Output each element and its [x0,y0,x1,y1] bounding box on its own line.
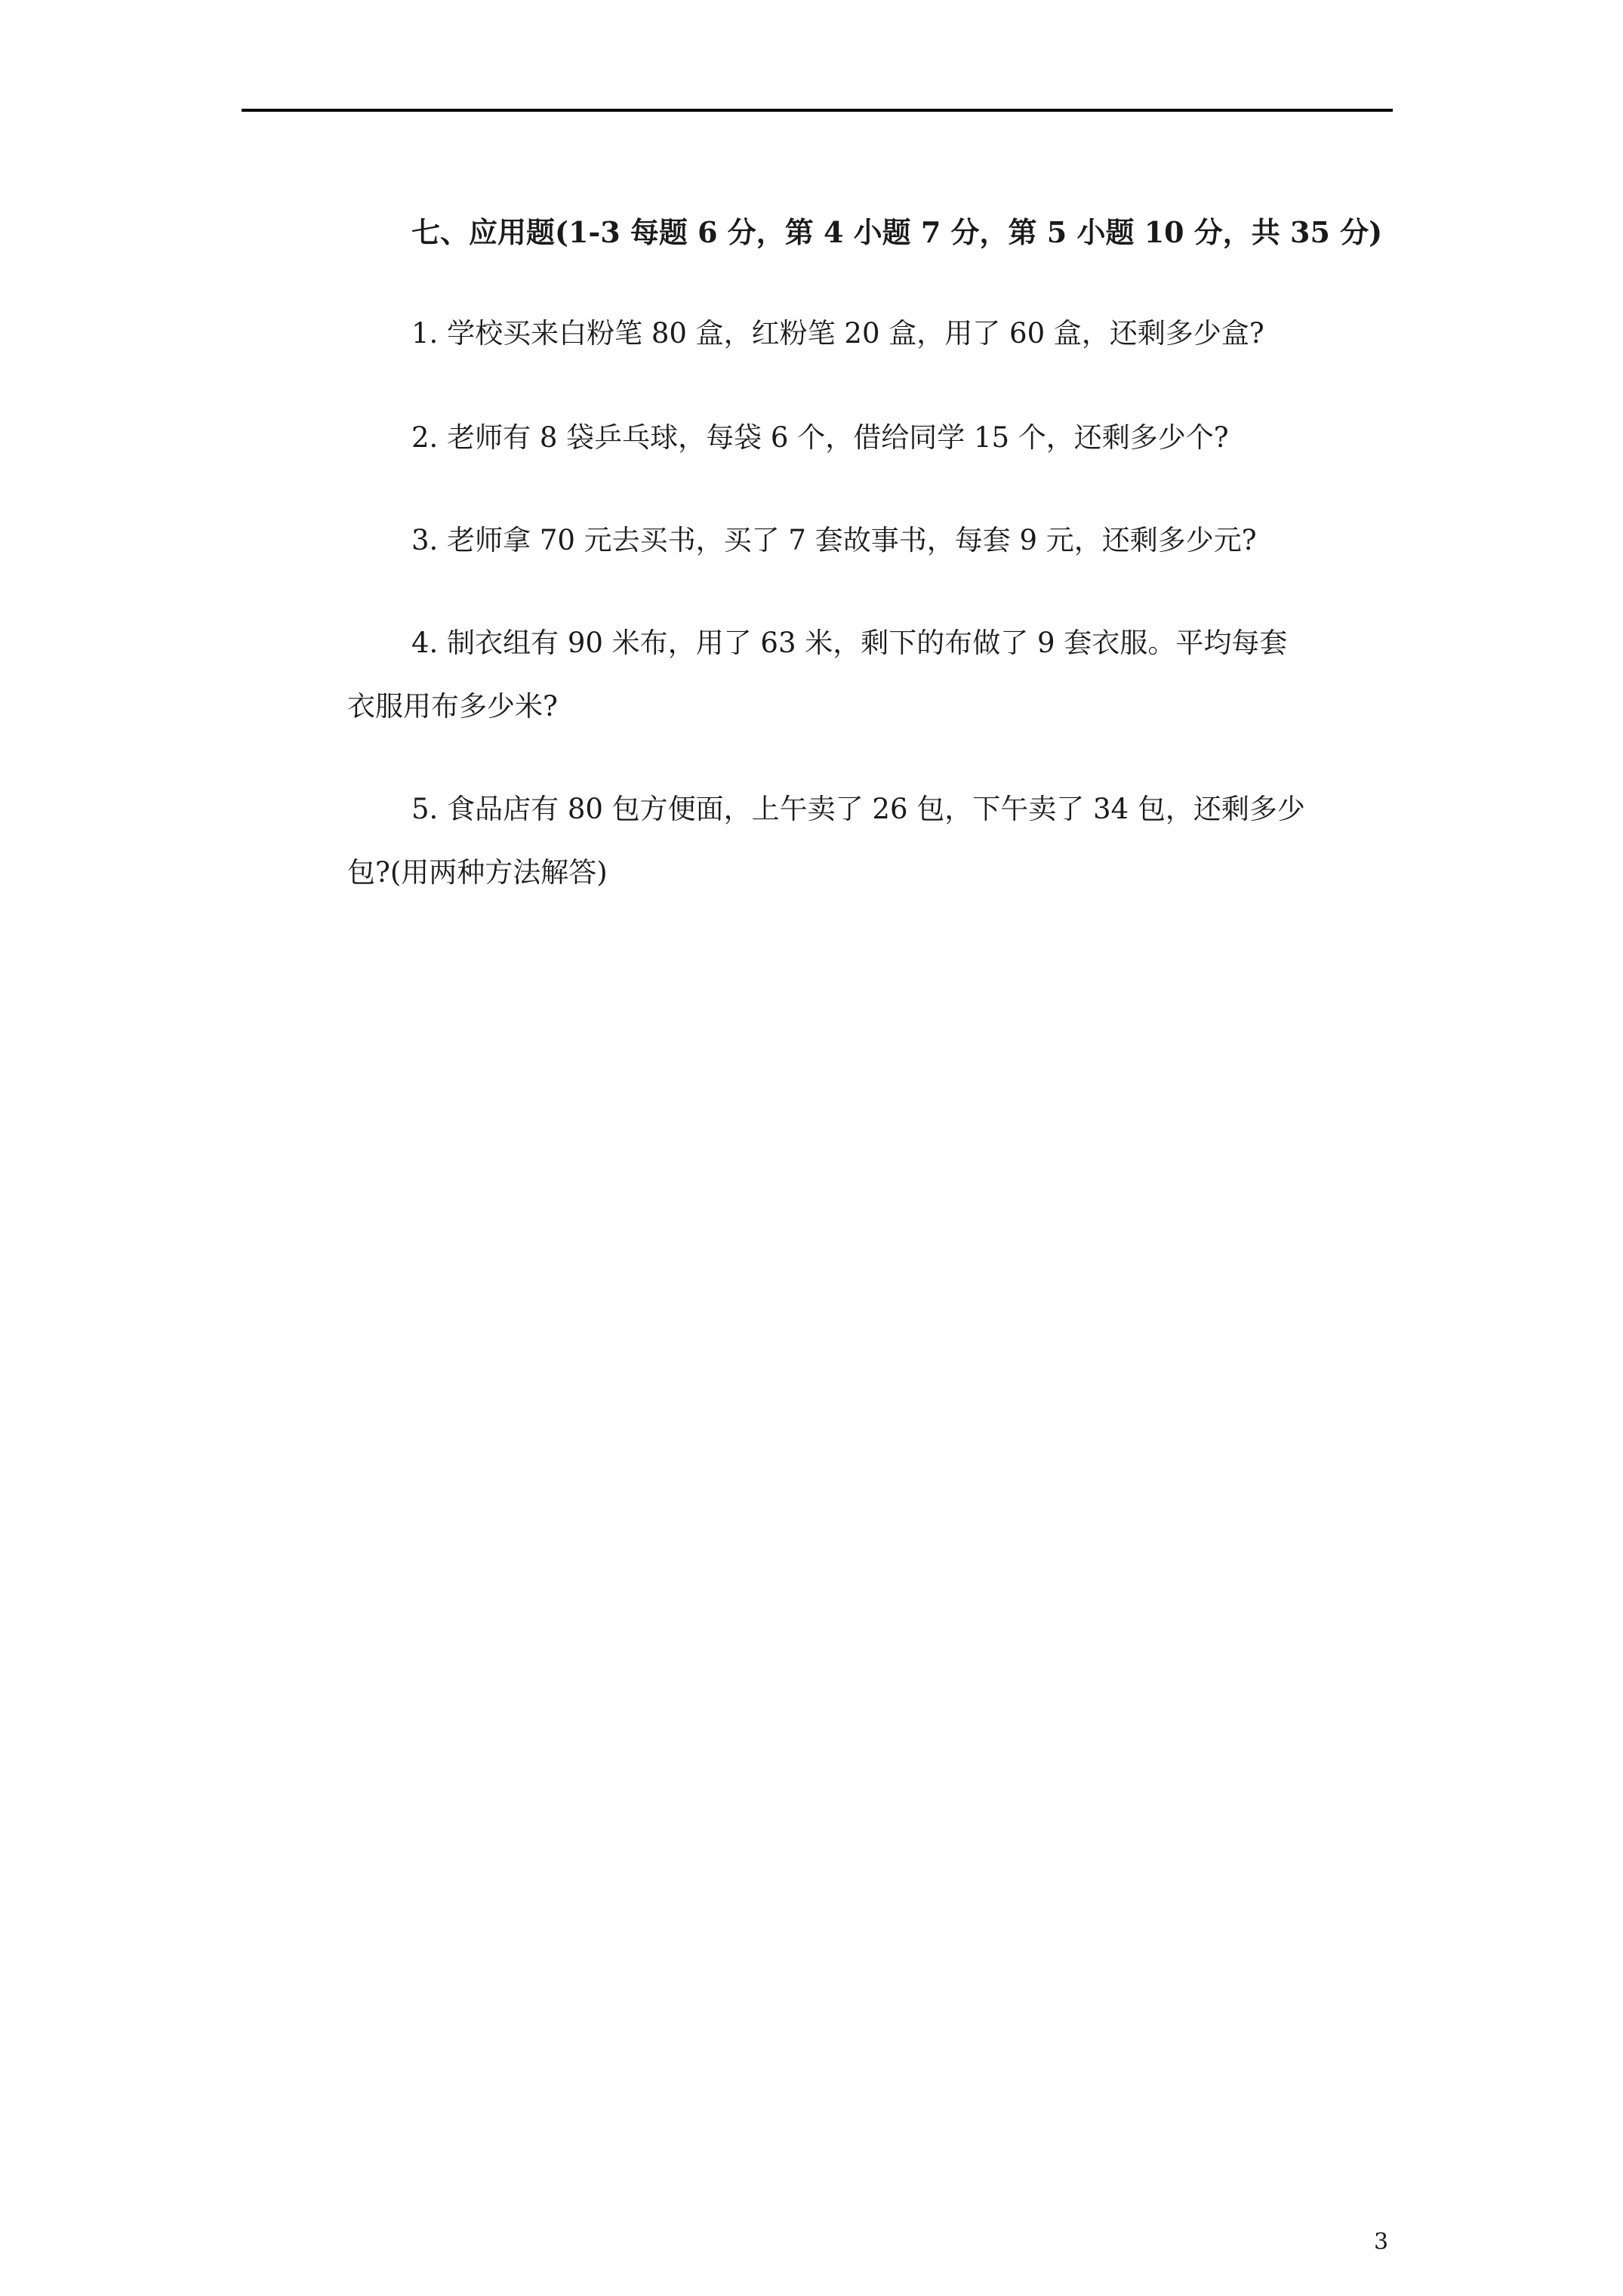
question-1: 1. 学校买来白粉笔 80 盒，红粉笔 20 盒，用了 60 盒，还剩多少盒? [411,317,1264,350]
question-4-line-2: 衣服用布多少米? [347,690,558,723]
question-4-line-1: 4. 制衣组有 90 米布，用了 63 米，剩下的布做了 9 套衣服。平均每套 [411,627,1288,659]
question-3: 3. 老师拿 70 元去买书，买了 7 套故事书，每套 9 元，还剩多少元? [411,524,1257,556]
question-5-line-1: 5. 食品店有 80 包方便面，上午卖了 26 包，下午卖了 34 包，还剩多少 [411,793,1305,825]
header-rule [242,109,1393,112]
section-title: 七、应用题(1-3 每题 6 分，第 4 小题 7 分，第 5 小题 10 分，共 35 分) [411,215,1383,249]
page-number: 3 [1374,2229,1389,2255]
question-5-line-2: 包?(用两种方法解答) [347,856,608,889]
question-2: 2. 老师有 8 袋乒乓球，每袋 6 个，借给同学 15 个，还剩多少个? [411,421,1229,454]
